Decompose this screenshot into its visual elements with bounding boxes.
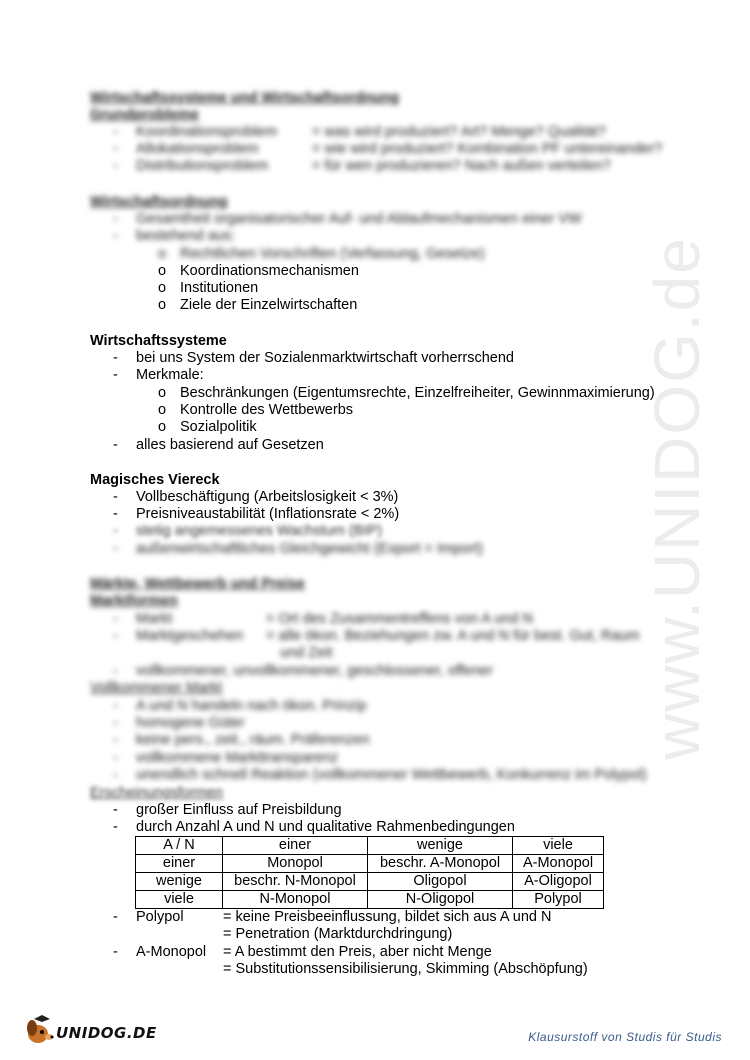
list-item: durch Anzahl A und N und qualitative Rahmenbedingungen [136, 819, 515, 835]
subsection-title: Vollkommener Markt [90, 680, 223, 696]
list-item: Ziele der Einzelwirtschaften [180, 297, 358, 313]
subsection-title: Erscheinungsformen [90, 785, 223, 801]
table-cell: A / N [136, 837, 223, 855]
table-cell: N-Oligopol [368, 891, 513, 909]
table-row [136, 873, 604, 891]
list-item: vollkommene Markttransparenz [136, 750, 339, 766]
table-cell: Monopol [223, 855, 368, 873]
list-item: Vollbeschäftigung (Arbeitslosigkeit < 3%) [136, 489, 399, 505]
list-item: Allokationsproblem [136, 141, 259, 157]
list-item: Marktgeschehen [136, 628, 244, 644]
table-row [136, 891, 604, 909]
list-item: Koordinationsproblem [136, 124, 278, 140]
list-item: bei uns System der Sozialenmarktwirtschaft vorherrschend [136, 350, 514, 366]
section-title: Magisches Viereck [90, 472, 220, 488]
list-item: Gesamtheit organisatorischer Auf- und Ablaufmechanismen einer VW [136, 211, 582, 227]
section-title: Wirtschaftssysteme und Wirtschaftsordnung [90, 90, 400, 106]
table-cell: einer [223, 837, 368, 855]
table-cell: wenige [136, 873, 223, 891]
list-item: Beschränkungen (Eigentumsrechte, Einzelfreiheiter, Gewinnmaximierung) [180, 385, 655, 401]
section-title: Märkte, Wettbewerb und Preise [90, 576, 305, 592]
table-cell: beschr. A-Monopol [368, 855, 513, 873]
list-item: Kontrolle des Wettbewerbs [180, 402, 354, 418]
definition-text: = Penetration (Marktdurchdringung) [223, 926, 453, 942]
table-cell: Polypol [513, 891, 604, 909]
definition-text: = A bestimmt den Preis, aber nicht Menge [223, 944, 492, 960]
list-item: großer Einfluss auf Preisbildung [136, 802, 342, 818]
market-forms-table [135, 836, 604, 909]
list-item: unendlich schnell Reaktion (vollkommener Wettbewerb, Konkurrenz im Polypol) [136, 767, 647, 783]
subsection-title: Marktformen [90, 593, 178, 609]
watermark: www.UNIDOG.de [641, 236, 713, 760]
definition-term: Polypol [136, 909, 184, 925]
table-cell: A-Monopol [513, 855, 604, 873]
subsection-title: Grundprobleme [90, 107, 199, 123]
list-item: außenwirtschaftliches Gleichgewicht (Export = Import) [136, 541, 483, 557]
list-item: homogene Güter [136, 715, 245, 731]
list-item: alles basierend auf Gesetzen [136, 437, 324, 453]
list-item: Distributionsproblem [136, 158, 269, 174]
table-cell: einer [136, 855, 223, 873]
list-item: = wie wird produziert? Kombination PF untereinander? [312, 141, 663, 157]
list-item: = alle ökon. Beziehungen zw. A und N für best. Gut, Raum [266, 628, 640, 644]
list-item: = Ort des Zusammentreffens von A und N [266, 611, 533, 627]
list-item: Preisniveaustabilität (Inflationsrate < 2%) [136, 506, 400, 522]
list-item: und Zeit [280, 645, 333, 661]
list-item: A und N handeln nach ökon. Prinzip [136, 698, 367, 714]
section-title: Wirtschaftssysteme [90, 333, 227, 349]
table-cell: beschr. N-Monopol [223, 873, 368, 891]
definition-term: A-Monopol [136, 944, 207, 960]
list-item: keine pers., zeit., räum. Präferenzen [136, 732, 370, 748]
footer-slogan: Klausurstoff von Studis für Studis [528, 1030, 722, 1044]
list-item: Merkmale: [136, 367, 204, 383]
definition-text: = keine Preisbeeinflussung, bildet sich aus A und N [223, 909, 552, 925]
table-cell: N-Monopol [223, 891, 368, 909]
table-cell: viele [513, 837, 604, 855]
table-header-row [136, 837, 604, 855]
list-item: bestehend aus: [136, 228, 236, 244]
list-item: Sozialpolitik [180, 419, 257, 435]
section-title: Wirtschaftsordnung [90, 194, 228, 210]
list-item: = für wen produzieren? Nach außen verteilen? [312, 158, 611, 174]
unidog-logo[interactable] [22, 1012, 157, 1048]
list-item: Koordinationsmechanismen [180, 263, 359, 279]
table-row [136, 855, 604, 873]
list-item: Markt [136, 611, 173, 627]
logo-text: UNIDOG.DE [56, 1024, 157, 1042]
table-cell: Oligopol [368, 873, 513, 891]
list-item: vollkommener, unvollkommener, geschlossener, offener [136, 663, 493, 679]
list-item: Institutionen [180, 280, 259, 296]
table-cell: wenige [368, 837, 513, 855]
definition-text: = Substitutionssensibilisierung, Skimming (Abschöpfung) [223, 961, 588, 977]
list-item: = was wird produziert? Art? Menge? Qualität? [312, 124, 606, 140]
list-item: Rechtlichen Vorschriften (Verfassung, Gesetze) [180, 246, 485, 262]
list-item: stetig angemessenes Wachstum (BIP) [136, 523, 383, 539]
table-cell: viele [136, 891, 223, 909]
document-page: www.UNIDOG.de Wirtschaftssysteme und Wirtschaftsordnung Grundprobleme - Koordinationsproblem = was wird produziert? Art? Menge? Qualität? - Allokationsproblem = wie wird produziert? Kombination PF untereinander? - Distributionsproblem = für wen produzieren? Nach außen verteilen? Wirtschaftsordnung - Gesamtheit organisatorischer Auf- und Ablaufmechanismen einer VW - bestehend aus: o Rechtlichen Vorschriften (Verfassung, Gesetze) o Koordinationsmechanismen o Institutionen o Ziele der Einzelwirtschaften Wirtschaftssysteme - bei uns System der Sozialenmarktwirtschaft vorherrschend - Merkmale: o Beschränkungen (Eigentumsrechte, Einzelfreiheiter, Gewinnmaximierung) o Kontrolle des Wettbewerbs o Sozialpolitik - alles basierend auf Gesetzen Magisches Viereck - Vollbeschäftigung (Arbeitslosigkeit < 3%) - Preisniveaustabilität (Inflationsrate < 2%) - stetig angemessenes Wachstum (BIP) - außenwirtschaftliches Gleichgewicht (Export = Import) Märkte, Wettbewerb und Preise Marktformen - Markt = Ort des Zusammentreffens von A und N - Marktgeschehen = alle ökon. Beziehungen zw. A und N für best. Gut, Raum und Zeit - vollkommener, unvollkommener, geschlossener, offener Vollkommener Markt - A und N handeln nach ökon. Prinzip - homogene Güter - keine pers., zeit., räum. Präferenzen - vollkommene Markttransparenz - unendlich schnell Reaktion (vollkommener Wettbewerb, Konkurrenz im Polypol) Erscheinungsformen - großer Einfluss auf Preisbildung - durch Anzahl A und N und qualitative Rahmenbedingungen A / N einer wenige viele einer Monopol beschr. A-Monopol A-Monopol wenige beschr. N-Monopol Oligopol A-Oligopol viele N-Monopol N-Oligopol Polypol - Polypol = keine Preisbeeinflussung, bildet sich aus A und N = Penetration (Marktdurchdringung) - A-Monopol = A bestimmt den Preis, aber nicht Menge = Substitutionssensibilisierung, Skimming (Abschöpfung) UNIDOG.DE Klausurstoff von Studis für Studis [0, 0, 750, 1060]
table-cell: A-Oligopol [513, 873, 604, 891]
